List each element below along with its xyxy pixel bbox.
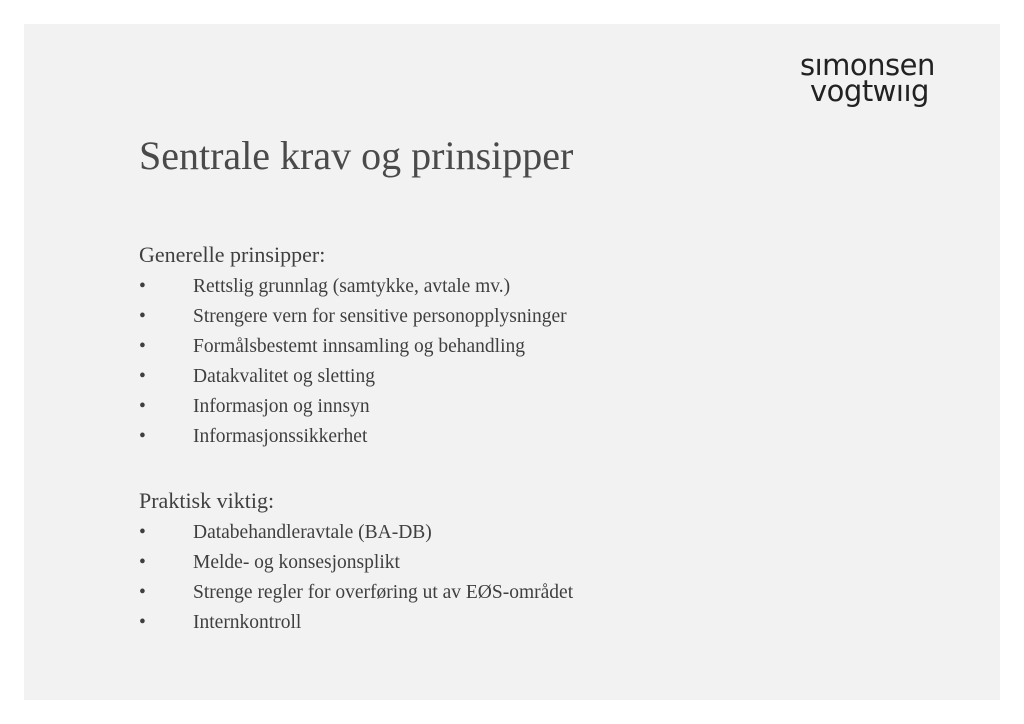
bullet-icon: • xyxy=(139,426,146,447)
bullet-icon: • xyxy=(139,582,146,603)
bullet-icon: • xyxy=(139,366,146,387)
list-item xyxy=(139,548,573,578)
bullet-icon: • xyxy=(139,336,146,357)
list-item xyxy=(139,332,567,362)
bullet-icon: • xyxy=(139,612,146,633)
bullet-list xyxy=(139,272,567,452)
slide-title: Sentrale krav og prinsipper xyxy=(139,133,574,178)
list-item-text: Strengere vern for sensitive personopplysninger xyxy=(193,306,567,327)
bullet-icon: • xyxy=(139,396,146,417)
list-item-text: Datakvalitet og sletting xyxy=(193,366,375,387)
list-item xyxy=(139,422,567,452)
section-general-principles xyxy=(139,240,567,452)
list-item xyxy=(139,302,567,332)
list-item xyxy=(139,578,573,608)
list-item-text: Formålsbestemt innsamling og behandling xyxy=(193,336,526,357)
section-heading: Praktisk viktig: xyxy=(139,488,275,513)
bullet-icon: • xyxy=(139,276,146,297)
bullet-list xyxy=(139,518,573,638)
list-item-text: Internkontroll xyxy=(193,612,302,633)
simonsen-vogtwiig-logo xyxy=(800,48,950,108)
list-item-text: Strenge regler for overføring ut av EØS-området xyxy=(193,582,574,603)
list-item xyxy=(139,392,567,422)
section-heading: Generelle prinsipper: xyxy=(139,242,326,267)
list-item xyxy=(139,518,573,548)
bullet-icon: • xyxy=(139,306,146,327)
list-item xyxy=(139,608,573,638)
bullet-icon: • xyxy=(139,552,146,573)
slide xyxy=(24,24,1000,700)
bullet-icon: • xyxy=(139,522,146,543)
list-item xyxy=(139,272,567,302)
list-item-text: Databehandleravtale (BA-DB) xyxy=(193,522,432,543)
logo-line-1: sımonsen xyxy=(800,48,935,82)
section-practically-important xyxy=(139,486,573,638)
list-item-text: Informasjonssikkerhet xyxy=(193,426,368,447)
list-item-text: Melde- og konsesjonsplikt xyxy=(193,552,400,573)
list-item-text: Informasjon og innsyn xyxy=(193,396,370,417)
list-item-text: Rettslig grunnlag (samtykke, avtale mv.) xyxy=(193,276,511,297)
logo-line-2: vogtwııg xyxy=(810,74,929,108)
list-item xyxy=(139,362,567,392)
